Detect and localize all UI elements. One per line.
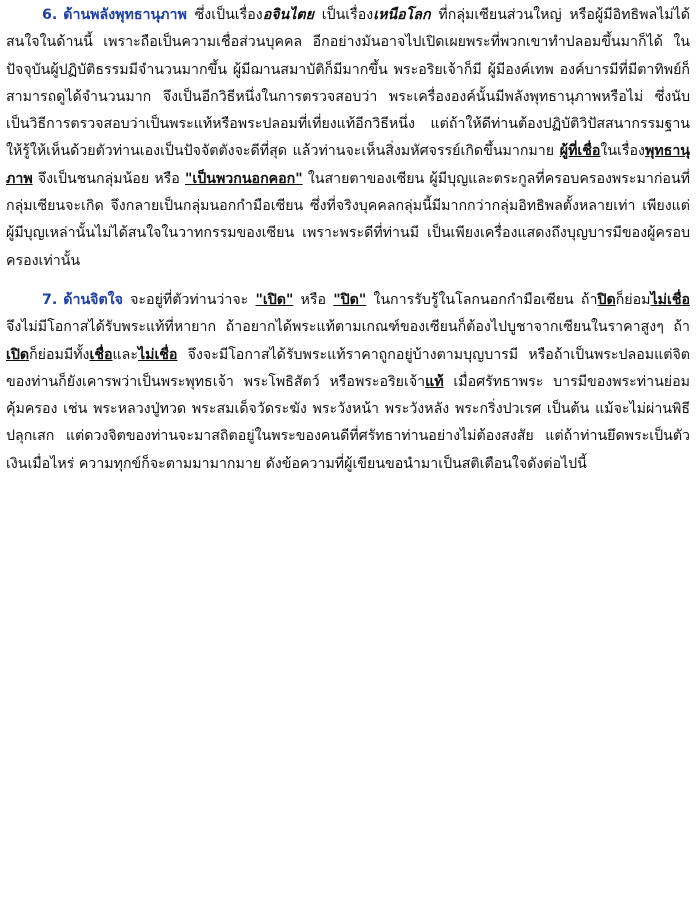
text-run: ในสายตาของเซียน ผู้มีบุญและตระกูลที่ครอบครองพระมาก่อนที่กลุ่มเซียนจะเกิด จึงกลายเป็นกลุ่มนอกกำมือเซียน ซึ่งที่จริงบุคคลกลุ่มนี้มีมากกว่ากลุ่มอิทธิพลตั้งหลายเท่า เพียงแต่ผู้มีบุญเหล่านั้นไม่ได้สนใจในวาทกรรมของเซียน เพราะพระดีที่ท่านมี เป็นเพียงเครื่องแสดงถึงบุญบารมีของผู้ครอบครองเท่านั้น xyxy=(6,170,690,269)
text-run: จะอยู่ที่ตัวท่านว่าจะ xyxy=(122,292,256,308)
underlined-run: พุทธานุภาพ xyxy=(6,143,690,187)
quoted-run: "ปิด" xyxy=(333,292,367,308)
quoted-run: "เปิด" xyxy=(255,292,294,308)
text-run: จึงเป็นชนกลุ่มน้อย หรือ xyxy=(32,170,185,187)
underlined-run: ผู้ที่เชื่อ xyxy=(559,143,601,160)
emphasis-run: อจินไตย xyxy=(262,7,314,23)
section-7-title: ด้านจิตใจ xyxy=(63,292,123,308)
text-run: หรือ xyxy=(293,292,334,308)
underlined-run: เชื่อ xyxy=(89,346,113,363)
text-run: ที่กลุ่มเซียนส่วนใหญ่ หรือผู้มีอิทธิพลไม่ได้สนใจในด้านนี้ เพราะถือเป็นความเชื่อส่วนบุคคล อีกอย่างมันอาจไปเปิดเผยพระที่พวกเขาทำปลอมขึ้นมาก็ได้ ในปัจจุบันผู้ปฏิบัติธรรมมีจำนวนมากขึ้น ผู้มีฌานสมาบัติก็มีมากขึ้น พระอริยเจ้าก็มี ผู้มีองค์เทพ องค์บารมีที่มีตาทิพย์ก็สามารถดูได้จำนวนมาก จึงเป็นอีกวิธีหนึ่งในการตรวจสอบว่า พระเครื่ององค์นั้นมีพลังพุทธานุภาพหรือไม่ ซึ่งนับเป็นวิธีการตรวจสอบว่าเป็นพระแท้หรือพระปลอมที่เที่ยงแท้อีกวิธีหนึ่ง แต่ถ้าให้ดีท่านต้องปฏิบัติวิปัสสนากรรมฐานให้รู้ให้เห็นด้วยตัวท่านเองเป็นปัจจัตตังจะดีที่สุด แล้วท่านจะเห็นสิ่งมหัศจรรย์เกิดขึ้นมากมาย xyxy=(6,7,690,160)
section-6-number: 6. xyxy=(42,7,58,23)
section-7-number: 7. xyxy=(42,292,58,308)
text-run: ก็ย่อม xyxy=(615,292,651,308)
text-run: จึงไม่มีโอกาสได้รับพระแท้ที่หายาก ถ้าอยากได้พระแท้ตามเกณฑ์ของเซียนก็ต้องไปบูชาจากเซียนในราคาสูงๆ ถ้า xyxy=(6,319,690,336)
paragraph-section-6 xyxy=(6,2,690,275)
text-run: ซึ่งเป็นเรื่อง xyxy=(186,7,263,23)
text-run: ในเรื่อง xyxy=(600,143,645,160)
text-run: เป็นเรื่อง xyxy=(313,7,374,23)
text-run: และ xyxy=(112,346,138,363)
underlined-run: ไม่เชื่อ xyxy=(137,346,178,363)
quoted-run: "เป็นพวกนอกคอก" xyxy=(185,170,303,187)
underlined-run: ไม่เชื่อ xyxy=(650,292,690,308)
section-6-title: ด้านพลังพุทธานุภาพ xyxy=(63,7,187,23)
underlined-run: แท้ xyxy=(425,373,444,390)
text-run: เมื่อศรัทธาพระ บารมีของพระท่านย่อมคุ้มครอง เช่น พระหลวงปู่ทวด พระสมเด็จวัดระฆัง พระวังหน้า พระวังหลัง พระกริ่งปวเรศ เป็นต้น แม้จะไม่ผ่านพิธีปลุกเสก แต่ดวงจิตของท่านจะมาสถิตอยู่ในพระของคนดีที่ศรัทธาท่านอย่างไม่ต้องสงสัย แต่ถ้าท่านยึดพระเป็นตัวเงินเมื่อไหร่ ความทุกข์ก็จะตามมามากมาย ดังข้อความที่ผู้เขียนขอนำมาเป็นสติเตือนใจดังต่อไปนี้ xyxy=(6,373,690,472)
section-7-heading xyxy=(42,292,123,308)
emphasis-run: เหนือโลก xyxy=(373,7,431,23)
section-6-heading xyxy=(42,7,187,23)
underlined-run: ปิด xyxy=(597,292,616,308)
paragraph-section-7 xyxy=(6,287,690,478)
text-run: ในการรับรู้ในโลกนอกกำมือเซียน ถ้า xyxy=(366,292,598,308)
text-run: ก็ย่อมมีทั้ง xyxy=(29,346,90,363)
text-run: จึงจะมีโอกาสได้รับพระแท้ราคาถูกอยู่บ้างตามบุญบารมี หรือถ้าเป็นพระปลอมแต่จิตของท่านก็ยังเคารพว่าเป็นพระพุทธเจ้า พระโพธิสัตว์ หรือพระอริยเจ้า xyxy=(6,346,690,390)
underlined-run: เปิด xyxy=(6,346,30,363)
